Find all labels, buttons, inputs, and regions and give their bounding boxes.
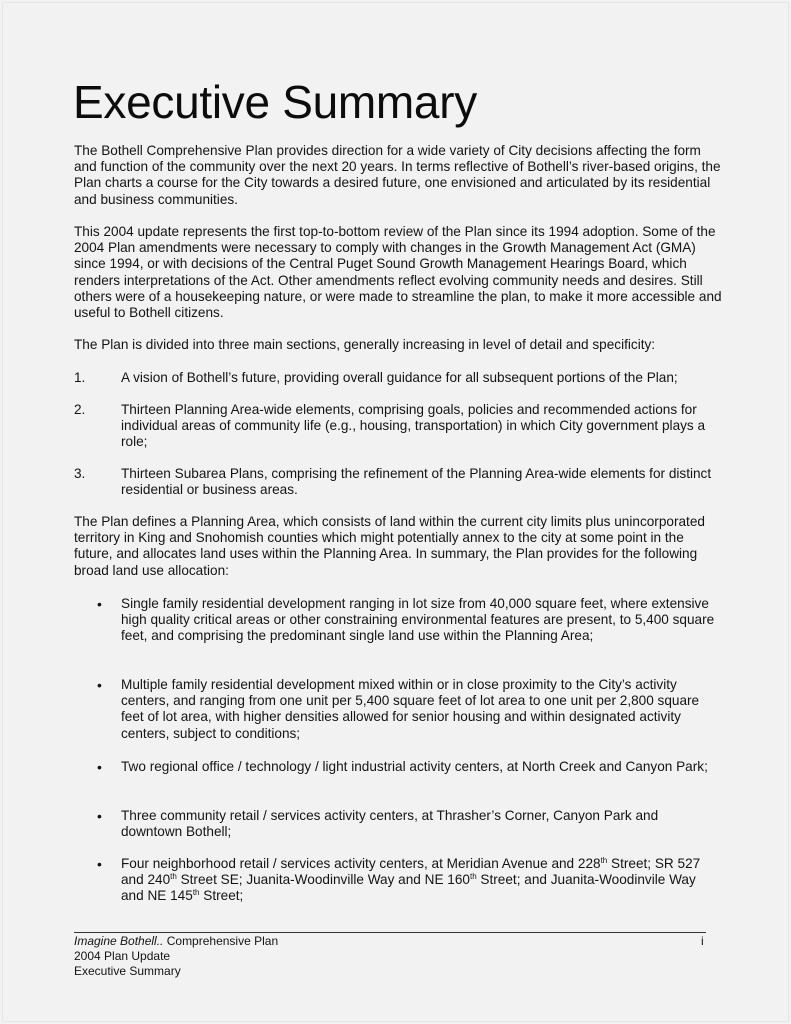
- update-paragraph: This 2004 update represents the first top-to-bottom review of the Plan since its 1994 adoption. Some of the 2004 Plan amendments were necessary to comply with changes in the Growth Management Act (GMA) since 1994, or with decisions of the Central Puget Sound Growth Management Hearings Board, which renders interpretations of the Act. Other amendments reflect evolving community needs and desires. Still others were of a housekeeping nature, or were made to streamline the plan, to make it more accessible and useful to Bothell citizens.: [74, 224, 722, 321]
- ordinal-suffix: th: [600, 856, 608, 865]
- text-segment: Street; SR 527 and 240: [121, 856, 701, 888]
- footer-plan-brand: Imagine Bothell..: [74, 934, 164, 948]
- text-segment: Four neighborhood retail / services activity centers, at Meridian Avenue and 228: [121, 856, 601, 871]
- list-number: 1.: [74, 370, 86, 385]
- footer-plan-update: 2004 Plan Update: [74, 949, 171, 963]
- bullet-icon: •: [97, 759, 102, 775]
- footer-plan-label: Comprehensive Plan: [163, 934, 279, 948]
- bullet-icon: •: [97, 856, 102, 872]
- sections-intro-paragraph: The Plan is divided into three main sections, generally increasing in level of detail and specificity:: [74, 337, 656, 352]
- text-segment: Street;: [199, 888, 244, 904]
- text-segment: Street; and Juanita-Woodinvile Way and NE 145: [121, 872, 696, 904]
- list-item-text: Thirteen Subarea Plans, comprising the refinement of the Planning Area-wide elements for distinct residential or business areas.: [121, 466, 712, 498]
- footer-plan-name: [74, 934, 278, 949]
- bullet-icon: •: [97, 596, 102, 612]
- text-segment: Street SE; Juanita-Woodinville Way and NE 160: [176, 872, 470, 888]
- planning-area-paragraph: The Plan defines a Planning Area, which consists of land within the current city limits plus unincorporated territory in King and Snohomish counties which might potentially annex to the city at some point in the future, and allocates land uses within the Planning Area. In summary, the Plan provides for the following broad land use allocation:: [74, 514, 705, 578]
- page-title: Executive Summary: [73, 76, 477, 128]
- list-number: 2.: [74, 402, 86, 417]
- list-number: 3.: [74, 466, 86, 481]
- list-item-text: Single family residential development ranging in lot size from 40,000 square feet, where extensive high quality critical areas or other constraining environmental features are present, to 5,400 square feet, and comprising the predominant single land use within the Planning Area;: [121, 596, 715, 644]
- list-item-text: Thirteen Planning Area-wide elements, comprising goals, policies and recommended actions for individual areas of community life (e.g., housing, transportation) in which City government plays a role;: [121, 402, 706, 450]
- page-number: i: [701, 934, 704, 948]
- list-item-text: [121, 856, 721, 905]
- list-item-text: Multiple family residential development mixed within or in close proximity to the City’s activity centers, and ranging from one unit per 5,400 square feet of lot area to one unit per 2,800 square feet of lot area, with higher densities allowed for senior housing and within designated activity centers, subject to conditions;: [121, 677, 700, 741]
- list-item-text: Three community retail / services activity centers, at Thrasher’s Corner, Canyon Park and downtown Bothell;: [121, 808, 659, 840]
- bullet-icon: •: [97, 808, 102, 824]
- list-item-text: Two regional office / technology / light industrial activity centers, at North Creek and Canyon Park;: [121, 759, 708, 774]
- intro-paragraph: The Bothell Comprehensive Plan provides direction for a wide variety of City decisions affecting the form and function of the community over the next 20 years. In terms reflective of Bothell’s river-based origins, the Plan charts a course for the City towards a desired future, one envisioned and articulated by its residential and business communities.: [74, 143, 721, 207]
- ordinal-suffix: th: [170, 872, 177, 882]
- ordinal-suffix: th: [469, 872, 477, 882]
- ordinal-suffix: th: [192, 888, 200, 898]
- footer-divider: [74, 932, 706, 933]
- list-item-text: A vision of Bothell’s future, providing overall guidance for all subsequent portions of the Plan;: [121, 370, 678, 385]
- bullet-icon: •: [97, 677, 102, 693]
- footer-section-name: Executive Summary: [74, 964, 181, 978]
